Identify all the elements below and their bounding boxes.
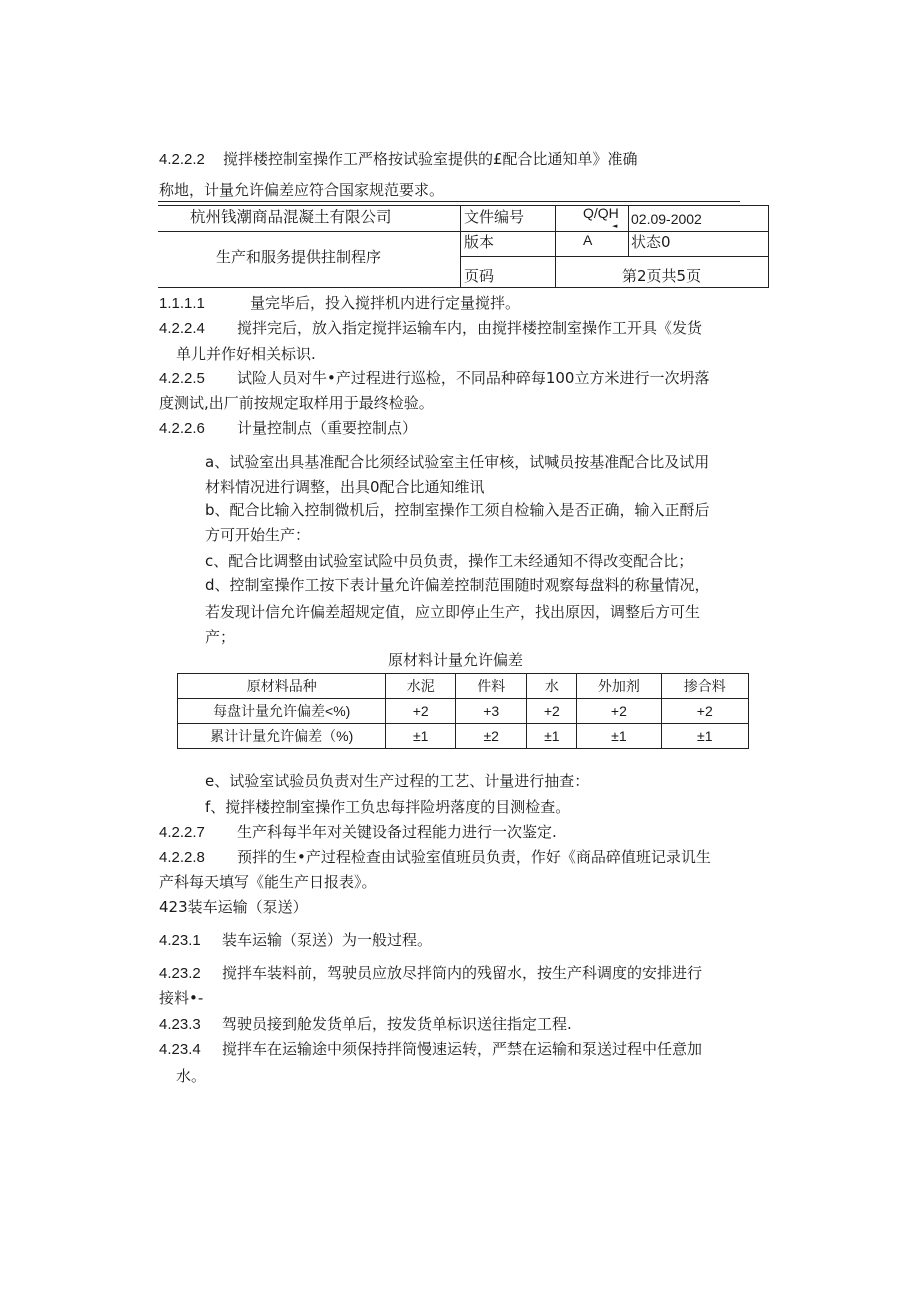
clause-number: 4.2.2.8 [159, 849, 205, 866]
list-item: b、配合比输入控制微机后，控制室操作工须自检输入是否正确，输入正酹后 [205, 501, 710, 519]
clause-text: 度测试,出厂前按规定取样用于最终检验。 [159, 394, 434, 412]
table-cell: +2 [386, 699, 456, 724]
clause-number: 4.2.2.4 [159, 320, 205, 337]
procedure-title: 生产和服务提供拄制程序 [216, 248, 382, 266]
table-header-row [178, 674, 749, 699]
clause-text: 量完毕后，投入搅拌机内进行定量搅拌。 [250, 294, 521, 312]
arrow-icon: ◄ [612, 222, 618, 230]
table-cell: +2 [661, 699, 748, 724]
clause-number: 4.23.4 [159, 1041, 201, 1058]
table-header-cell: 件料 [455, 674, 527, 699]
table-cell: ±1 [661, 724, 748, 749]
clause-number: 4.23.2 [159, 965, 201, 982]
list-item: d、控制室操作工按下表计量允许偏差控制范围随时观察每盘料的称量情况， [205, 576, 710, 594]
table-header-cell: 水 [527, 674, 577, 699]
clause-number: 4.23.1 [159, 932, 201, 949]
list-item: f、搅拌楼控制室操作工负忠每拌险坍落度的目测检查。 [205, 798, 571, 816]
list-item: 若发现计信允许偏差超规定值，应立即停止生产，找出原因，调整后方可生 [205, 603, 701, 621]
clause-text: 搅拌楼控制室操作工严格按试验室提供的£配合比通知单》准确 [223, 150, 638, 168]
clause-number: 1.1.1.1 [159, 295, 205, 312]
list-item: c、配合比调整由试验室试险中员负责，操作工未经通知不得改变配合比； [205, 552, 694, 570]
clause-text: 产科每天填写《能生产日报表》。 [159, 873, 377, 891]
clause-text: 装车运输（泵送）为一般过程。 [222, 931, 433, 949]
clause-number: 4.2.2.7 [159, 824, 205, 841]
table-cell: +2 [577, 699, 661, 724]
doc-number-prefix: Q/QH [583, 205, 619, 221]
table-header-cell: 掺合料 [661, 674, 748, 699]
company-name: 杭州钱潮商品混凝土有限公司 [190, 208, 392, 226]
table-cell: ±2 [455, 724, 527, 749]
clause-number: 4.2.2.2 [159, 151, 205, 168]
list-item: 方可开始生产： [205, 526, 311, 544]
clause-text: 预拌的生•产过程检查由试验室值班员负责，作好《商品碎值班记录讥生 [237, 848, 711, 866]
doc-number: 02.09-2002 [631, 211, 702, 227]
version-value: A [583, 232, 593, 248]
status-value: 状态0 [631, 233, 671, 251]
table-cell: ±1 [386, 724, 456, 749]
table-header-cell: 原材料品种 [178, 674, 386, 699]
clause-number: 4.2.2.6 [159, 420, 205, 437]
clause-text: 单儿并作好相关标识. [176, 345, 316, 363]
table-header-cell: 水泥 [386, 674, 456, 699]
table-row [178, 724, 749, 749]
list-item: 材料情况进行调整，出具0配合比通知维讯 [205, 478, 485, 496]
table-title: 原材料计量允许偏差 [388, 651, 524, 669]
list-item: 产； [205, 628, 236, 646]
table-row [178, 699, 749, 724]
tolerance-table [177, 673, 749, 749]
list-item: e、试验室试验员负责对生产过程的工艺、计量进行抽查： [205, 772, 590, 790]
page-label: 页码 [464, 267, 495, 285]
clause-text: 搅拌完后，放入指定搅拌运输车内，由搅拌楼控制室操作工开具《发货 [237, 319, 703, 337]
table-cell: +3 [455, 699, 527, 724]
clause-text: 计量控制点（重要控制点） [237, 419, 418, 437]
clause-text: 水。 [176, 1067, 207, 1085]
clause-text: 搅拌车在运输途中须保持拌筒慢速运转，严禁在运输和泵送过程中任意加 [222, 1040, 703, 1058]
clause-text: 驾驶员接到舱发货单后，按发货单标识送往指定工程. [222, 1015, 572, 1033]
section-heading: 423装车运输（泵送） [159, 898, 308, 916]
version-label: 版本 [464, 233, 495, 251]
list-item: a、试验室出具基准配合比须经试验室主任审核，试喊员按基准配合比及试用 [205, 453, 710, 471]
table-header-cell: 外加剂 [577, 674, 661, 699]
clause-text: 接料•- [159, 989, 204, 1007]
doc-number-label: 文件编号 [464, 208, 525, 226]
clause-number: 4.23.3 [159, 1016, 201, 1033]
table-cell: ±1 [527, 724, 577, 749]
clause-text: 称地，计量允许偏差应符合国家规范要求。 [159, 181, 445, 199]
page-number: 第2页共5页 [622, 267, 702, 285]
underline [158, 201, 740, 202]
clause-number: 4.2.2.5 [159, 370, 205, 387]
clause-text: 生产科每半年对关键设备过程能力进行一次鉴定. [237, 823, 557, 841]
clause-text: 搅拌车装料前，驾驶员应放尽拌筒内的残留水，按生产科调度的安排进行 [222, 964, 703, 982]
table-cell: ±1 [577, 724, 661, 749]
clause-text: 试险人员对牛•产过程进行巡检，不同品种碎每100立方米进行一次坍落 [237, 369, 710, 387]
table-cell: 累计计量允许偏差（%) [178, 724, 386, 749]
table-cell: +2 [527, 699, 577, 724]
table-cell: 每盘计量允许偏差<%) [178, 699, 386, 724]
